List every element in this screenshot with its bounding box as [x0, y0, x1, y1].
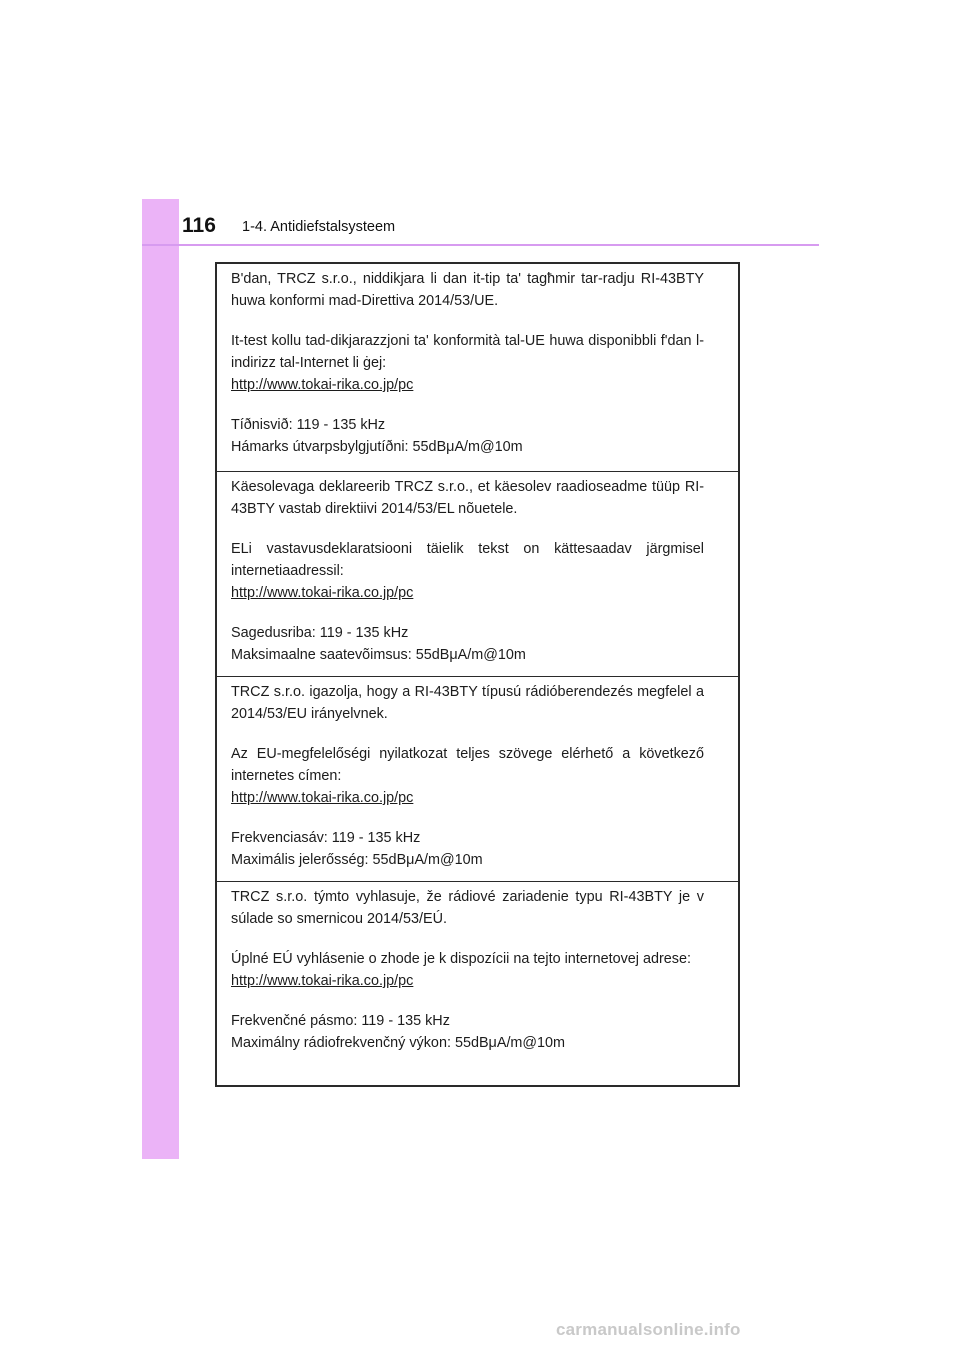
declaration-availability: It-test kollu tad-dikjarazzjoni ta' konformità tal-UE huwa disponibbli f'dan l-indirizz tal-Internet li ġej:	[231, 333, 704, 371]
frequency-band: Sagedusriba: 119 - 135 kHz	[231, 625, 409, 641]
max-power: Hámarks útvarpsbylgjutíðni: 55dBμA/m@10m	[231, 439, 523, 455]
declaration-availability: ELi vastavusdeklaratsiooni täielik tekst on kättesaadav järgmisel internetiaadressil:	[231, 541, 704, 579]
section-title: 1-4. Antidiefstalsysteem	[242, 219, 396, 235]
declaration-statement: B'dan, TRCZ s.r.o., niddikjara li dan it-tip ta' tagħmir tar-radju RI-43BTY huwa konformi mad-Direttiva 2014/53/UE.	[231, 271, 704, 309]
declaration-statement: TRCZ s.r.o. igazolja, hogy a RI-43BTY típusú rádióberendezés megfelel a 2014/53/EU irányelvnek.	[231, 684, 704, 722]
declaration-estonian	[217, 471, 738, 676]
header-divider	[142, 244, 819, 246]
declaration-slovak	[217, 881, 738, 1085]
frequency-band: Tíðnisvið: 119 - 135 kHz	[231, 417, 386, 433]
declaration-url-link[interactable]: http://www.tokai-rika.co.jp/pc	[231, 790, 414, 806]
frequency-band: Frekvenciasáv: 119 - 135 kHz	[231, 830, 421, 846]
max-power: Maksimaalne saatevõimsus: 55dBμA/m@10m	[231, 647, 526, 663]
declaration-statement: Käesolevaga deklareerib TRCZ s.r.o., et käesolev raadioseadme tüüp RI-43BTY vastab direktiivi 2014/53/EL nõuetele.	[231, 479, 704, 517]
declaration-url-link[interactable]: http://www.tokai-rika.co.jp/pc	[231, 585, 414, 601]
declaration-maltese-icelandic	[217, 264, 738, 471]
frequency-band: Frekvenčné pásmo: 119 - 135 kHz	[231, 1013, 450, 1029]
declaration-url-link[interactable]: http://www.tokai-rika.co.jp/pc	[231, 377, 414, 393]
max-power: Maximálny rádiofrekvenčný výkon: 55dBμA/m@10m	[231, 1035, 566, 1051]
declaration-box	[215, 262, 740, 1087]
chapter-side-tab	[142, 199, 179, 1159]
max-power: Maximális jelerősség: 55dBμA/m@10m	[231, 852, 483, 868]
declaration-hungarian	[217, 676, 738, 881]
declaration-availability: Úplné EÚ vyhlásenie o zhode je k dispozícii na tejto internetovej adrese:	[231, 951, 691, 967]
declaration-statement: TRCZ s.r.o. týmto vyhlasuje, že rádiové zariadenie typu RI-43BTY je v súlade so smernicou 2014/53/EÚ.	[231, 889, 704, 927]
page-header	[179, 214, 819, 246]
declaration-availability: Az EU-megfelelőségi nyilatkozat teljes szövege elérhető a következő internetes címen:	[231, 746, 704, 784]
site-watermark: carmanualsonline.info	[556, 1320, 741, 1339]
declaration-url-link[interactable]: http://www.tokai-rika.co.jp/pc	[231, 973, 414, 989]
page-number: 116	[182, 214, 216, 237]
